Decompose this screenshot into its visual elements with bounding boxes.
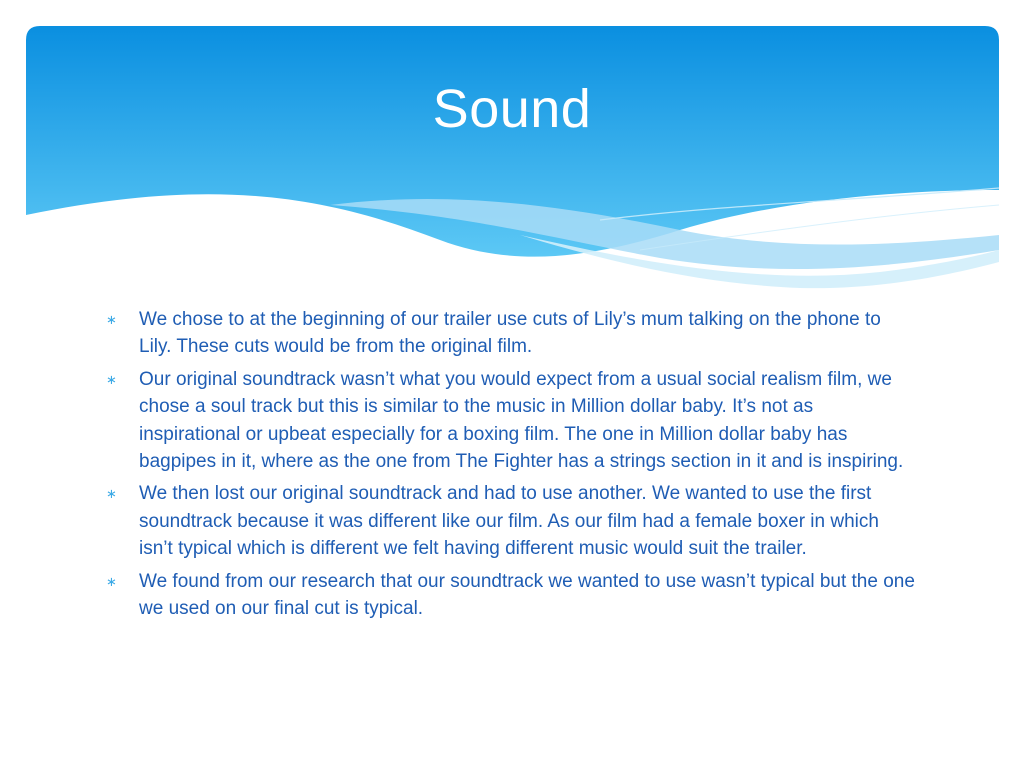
- bullet-item: [106, 480, 916, 562]
- asterisk-bullet-icon: ∗: [106, 486, 117, 502]
- asterisk-bullet-icon: ∗: [106, 371, 117, 387]
- header-wave-background: [0, 0, 1024, 300]
- bullet-item: [106, 366, 916, 476]
- bullet-item: [106, 568, 916, 623]
- bullet-text: We chose to at the beginning of our trailer use cuts of Lily’s mum talking on the phone to Lily. These cuts would be from the original film.: [139, 309, 881, 358]
- bullet-item: [106, 306, 916, 361]
- bullet-list: [106, 306, 916, 627]
- slide-title: Sound: [432, 79, 592, 139]
- asterisk-bullet-icon: ∗: [106, 312, 117, 327]
- bullet-text: We found from our research that our soundtrack we wanted to use wasn’t typical but the one we used on our final cut is typical.: [139, 570, 915, 620]
- bullet-text: We then lost our original soundtrack and had to use another. We wanted to use the first soundtrack because it was different like our film. As our film had a female boxer in which isn’t typical which is different we felt having different music would suit the trailer.: [139, 483, 879, 560]
- bullet-text: Our original soundtrack wasn’t what you would expect from a usual social realism film, we chose a soul track but this is similar to the music in Million dollar baby. It’s not as inspirational or upbeat especially for a boxing film. The one in Million dollar baby has bagpipes in it, where as the one from The Fighter has a strings section in it and is inspiring.: [139, 368, 904, 473]
- asterisk-bullet-icon: ∗: [106, 573, 117, 589]
